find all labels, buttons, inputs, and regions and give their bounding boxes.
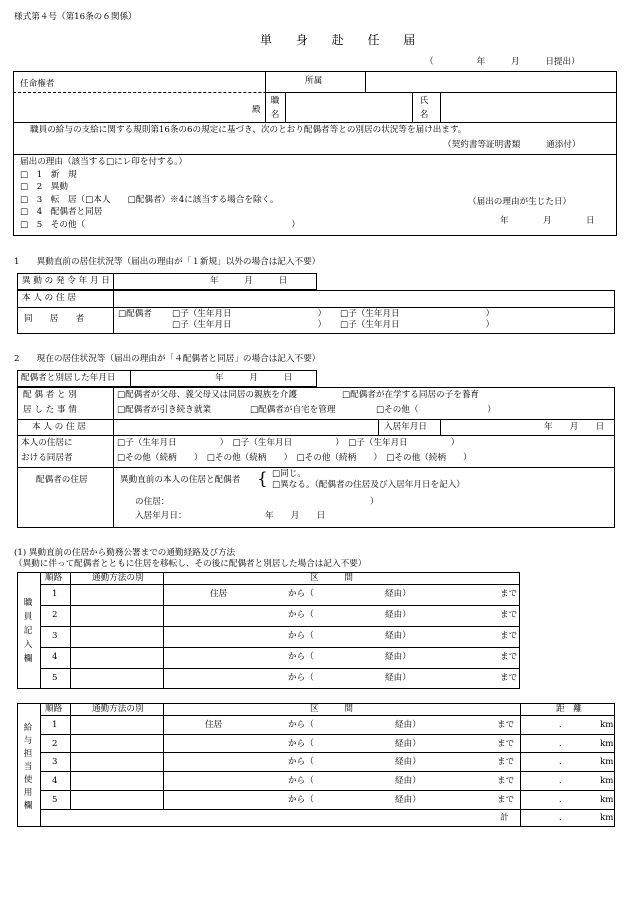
sec4-col-route: 順路 bbox=[45, 704, 63, 714]
sec4-row-num: 2 bbox=[52, 739, 58, 749]
sec4-col-method: 通勤方法の別 bbox=[92, 704, 144, 714]
cohabitant-label-1: 本人の住居に bbox=[21, 438, 73, 448]
spouse-residence-label: 配偶者の住居 bbox=[36, 475, 88, 485]
sec4-row-num: 5 bbox=[52, 795, 58, 805]
sec4-row-to: まで bbox=[497, 795, 515, 805]
sec4-row-via: 経由） bbox=[395, 757, 421, 767]
appointer-label: 任命権者 bbox=[20, 79, 55, 89]
spouse-movein-label: 入居年月日： bbox=[135, 511, 187, 521]
sep-date-label: 配偶者と別居した年月日 bbox=[21, 373, 116, 383]
reason-header: 届出の理由（該当する□にレ印を付する。） bbox=[20, 157, 188, 167]
name-label: 氏名 bbox=[419, 96, 429, 120]
sec3-row-from: から（ bbox=[288, 631, 314, 641]
sec4-row-dot: ． bbox=[559, 757, 568, 767]
sec1-cohabitant-label: 同 居 者 bbox=[24, 314, 85, 324]
sec4-row-to: まで bbox=[497, 720, 515, 730]
sep-reason-label-2: 居 し た 事 情 bbox=[23, 405, 77, 415]
sec3-col-section: 区 間 bbox=[310, 573, 353, 583]
sec4-row-via: 経由） bbox=[395, 739, 421, 749]
submit-date: （ 年 月 日提出） bbox=[425, 57, 580, 67]
sep-option-5[interactable]: □その他（ ） bbox=[376, 405, 496, 415]
sec3-row-to: まで bbox=[500, 631, 518, 641]
sec3-row-via: 経由） bbox=[385, 610, 411, 620]
sec4-row-dot: ． bbox=[559, 739, 568, 749]
sec4-row-dot: ． bbox=[559, 795, 568, 805]
sec3-row-via: 経由） bbox=[385, 673, 411, 683]
reason-4[interactable]: □ 4 配偶者と同居 bbox=[20, 207, 103, 217]
sec4-row-from: から（ bbox=[288, 776, 314, 786]
brace-icon: { bbox=[257, 469, 268, 489]
reason-date-label: （届出の理由が生じた日） bbox=[468, 197, 572, 207]
sec4-row-via: 経由） bbox=[395, 776, 421, 786]
spouse-residence-text: 異動直前の本人の住居と配偶者 bbox=[120, 475, 241, 485]
sec1-child-4[interactable]: □子（生年月日 ） bbox=[340, 320, 495, 330]
sec4-row-to: まで bbox=[497, 776, 515, 786]
reason-5[interactable]: □ 5 その他（ ） bbox=[20, 220, 300, 230]
sec1-residence-label: 本 人 の 住 居 bbox=[22, 293, 76, 303]
transfer-date: 年 月 日 bbox=[210, 276, 288, 286]
transfer-date-label: 異 動 の 発 令 年 月 日 bbox=[22, 276, 110, 286]
attachment-note: （契約書等証明書類 通添付） bbox=[443, 140, 581, 150]
sec3-row-num: 1 bbox=[52, 589, 58, 599]
sec3-heading-2: （異動に伴って配偶者とともに住居を移転し、その後に配偶者と別居した場合は記入不要） bbox=[14, 559, 367, 569]
sec4-row-km: km bbox=[600, 757, 614, 767]
movein-date: 年 月 日 bbox=[544, 422, 605, 432]
sec4-row-via: 経由） bbox=[395, 720, 421, 730]
sec3-col-method: 通勤方法の別 bbox=[92, 573, 144, 583]
sec3-row-from: から（ bbox=[288, 610, 314, 620]
sec4-row-to: まで bbox=[497, 757, 515, 767]
form-number: 様式第４号（第16条の６関係） bbox=[14, 12, 137, 22]
sec3-row-num: 4 bbox=[52, 652, 58, 662]
reason-2[interactable]: □ 2 異動 bbox=[20, 182, 68, 192]
sec4-row-num: 4 bbox=[52, 776, 58, 786]
cohabitant-children[interactable]: □子（生年月日 ） □子（生年月日 ） □子（生年月日 ） bbox=[117, 438, 460, 448]
sep-option-1[interactable]: □配偶者が父母、義父母又は同居の親族を介護 bbox=[117, 390, 297, 400]
cohabitant-others[interactable]: □その他（続柄 ） □その他（続柄 ） □その他（続柄 ） □その他（続柄 ） bbox=[117, 453, 472, 463]
sec1-child-3[interactable]: □子（生年月日 ） bbox=[340, 309, 495, 319]
sec4-row-from: から（ bbox=[288, 795, 314, 805]
sec3-row-to: まで bbox=[500, 652, 518, 662]
sep-option-2[interactable]: □配偶者が在学する同居の子を養育 bbox=[342, 390, 480, 400]
sec3-col-route: 順路 bbox=[45, 573, 63, 583]
sec4-row-dot: ． bbox=[559, 776, 568, 786]
sec3-row-from: から（ bbox=[288, 652, 314, 662]
sec1-heading: 1 異動直前の居住状況等（届出の理由が「１新規」以外の場合は記入不要） bbox=[14, 257, 321, 267]
sec4-total-label: 計 bbox=[500, 813, 509, 823]
sec4-col-distance: 距 離 bbox=[556, 704, 582, 714]
sec3-row-num: 2 bbox=[52, 610, 58, 620]
dono-label: 殿 bbox=[252, 105, 261, 115]
sec3-heading-1: (1) 異動直前の住居から勤務公署までの通勤経路及び方法 bbox=[14, 548, 236, 558]
sec4-row-from: から（ bbox=[288, 739, 314, 749]
sep-option-3[interactable]: □配偶者が引き続き就業 bbox=[117, 405, 212, 415]
sec3-side-label: 職員記入欄 bbox=[23, 598, 33, 664]
sec1-child-1[interactable]: □子（生年月日 ） bbox=[172, 309, 327, 319]
sec3-row-to: まで bbox=[500, 589, 518, 599]
sec4-row-num: 3 bbox=[52, 757, 58, 767]
sec3-row-from: から（ bbox=[288, 673, 314, 683]
form-title: 単 身 赴 任 届 bbox=[260, 33, 426, 47]
spouse-residence-field: の住居： bbox=[135, 497, 170, 507]
sec1-child-2[interactable]: □子（生年月日 ） bbox=[172, 320, 327, 330]
sec4-total-km: km bbox=[600, 813, 614, 823]
sec4-total-dot: ． bbox=[559, 813, 568, 823]
same-checkbox[interactable]: □同じ。 bbox=[272, 469, 306, 479]
reason-1[interactable]: □ 1 新 規 bbox=[20, 170, 77, 180]
sec4-col-section: 区 間 bbox=[310, 704, 353, 714]
position-label: 職名 bbox=[270, 96, 280, 120]
sec4-row-from: から（ bbox=[288, 720, 314, 730]
sec4-row-to: まで bbox=[497, 739, 515, 749]
sep-reason-label-1: 配 偶 者 と 別 bbox=[23, 390, 77, 400]
sec4-row-via: 経由） bbox=[395, 795, 421, 805]
sec3-row-num: 3 bbox=[52, 631, 58, 641]
sec3-row-via: 経由） bbox=[385, 589, 411, 599]
sec4-row-num: 1 bbox=[52, 720, 58, 730]
cohabitant-label-2: おける同居者 bbox=[21, 453, 73, 463]
sec4-row-km: km bbox=[600, 739, 614, 749]
reason-date: 年 月 日 bbox=[500, 216, 595, 226]
spouse-movein-date: 年 月 日 bbox=[265, 511, 326, 521]
sec3-row-num: 5 bbox=[52, 673, 58, 683]
different-checkbox[interactable]: □異なる。（配偶者の住居及び入居年月日を記入） bbox=[272, 480, 465, 490]
sec3-row-via: 経由） bbox=[385, 652, 411, 662]
sec4-row-from: から（ bbox=[288, 757, 314, 767]
sec4-side-label: 給与担当使用欄 bbox=[23, 723, 33, 811]
reason-3[interactable]: □ 3 転 居（□本人 □配偶者）※4に該当する場合を除く。 bbox=[20, 195, 279, 205]
movein-label: 入居年月日 bbox=[384, 422, 427, 432]
sec3-row-start: 住居 bbox=[210, 589, 228, 599]
statement: 職員の給与の支給に関する規則第16条の6の規定に基づき、次のとおり配偶者等との別居の状況等を届け出ます。 bbox=[30, 125, 467, 135]
sec3-row-to: まで bbox=[500, 673, 518, 683]
sep-date: 年 月 日 bbox=[215, 373, 293, 383]
sep-option-4[interactable]: □配偶者が自宅を管理 bbox=[250, 405, 336, 415]
sec3-row-to: まで bbox=[500, 610, 518, 620]
sec4-row-km: km bbox=[600, 776, 614, 786]
sec4-row-start: 住居 bbox=[205, 720, 223, 730]
sec3-row-via: 経由） bbox=[385, 631, 411, 641]
sec4-row-km: km bbox=[600, 795, 614, 805]
sec3-row-from: から（ bbox=[288, 589, 314, 599]
sec1-spouse-checkbox[interactable]: □配偶者 bbox=[118, 309, 152, 319]
affiliation-label: 所属 bbox=[305, 76, 323, 86]
sec2-heading: 2 現在の居住状況等（届出の理由が「４配偶者と同居」の場合は記入不要） bbox=[14, 354, 321, 364]
sec4-row-km: km bbox=[600, 720, 614, 730]
sec4-row-dot: ． bbox=[559, 720, 568, 730]
sec2-residence-label: 本 人 の 住 居 bbox=[32, 422, 86, 432]
spouse-residence-close: ） bbox=[370, 497, 379, 507]
